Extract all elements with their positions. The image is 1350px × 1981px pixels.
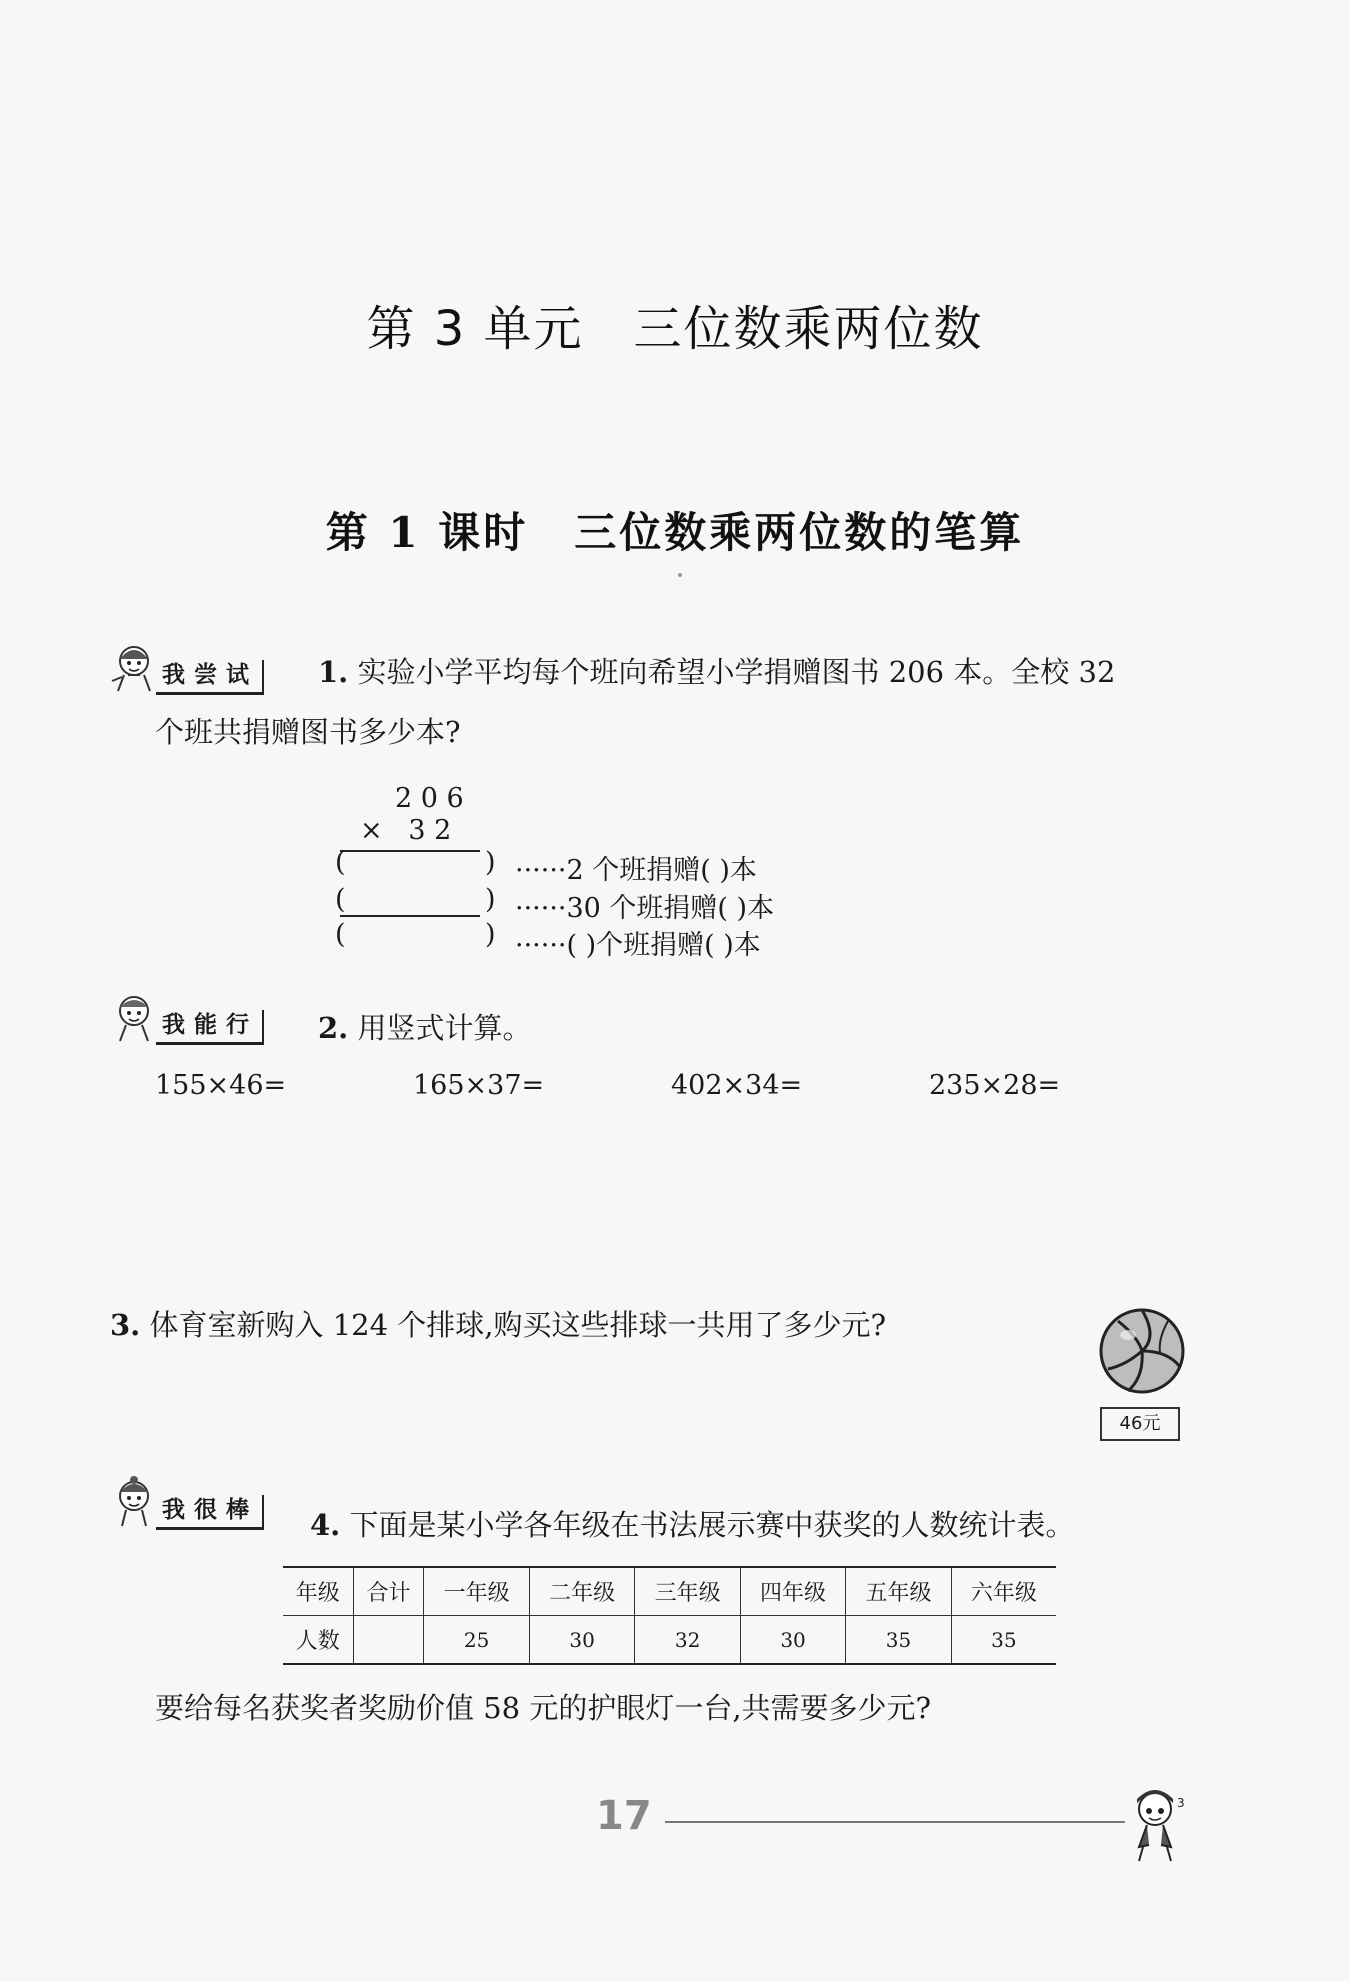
svg-text:3: 3 bbox=[1177, 1796, 1185, 1810]
page-number: 17 bbox=[596, 1793, 652, 1839]
unit-title-prefix: 第 3 单元 bbox=[366, 301, 584, 357]
lesson-title bbox=[0, 500, 1350, 560]
table-cell: 30 bbox=[740, 1616, 845, 1665]
section-badge-can bbox=[110, 995, 264, 1045]
paren-open-3: ( bbox=[335, 919, 346, 950]
q3-line bbox=[110, 1305, 886, 1345]
volleyball-icon bbox=[1098, 1307, 1186, 1395]
paren-close-1: ) bbox=[485, 847, 496, 878]
decorative-dot bbox=[678, 573, 682, 577]
table-cell: 30 bbox=[529, 1616, 634, 1665]
table-header-cell: 四年级 bbox=[740, 1567, 845, 1616]
section-badge-great bbox=[110, 1480, 264, 1530]
q3-text: 体育室新购入 124 个排球,购买这些排球一共用了多少元? bbox=[149, 1308, 887, 1342]
q1-line1 bbox=[318, 652, 1115, 692]
table-cell: 25 bbox=[424, 1616, 529, 1665]
footer-rule bbox=[665, 1821, 1125, 1823]
table-cell: 人数 bbox=[283, 1616, 353, 1665]
table-header-cell: 年级 bbox=[283, 1567, 353, 1616]
section-label-great: 我很棒 bbox=[156, 1495, 264, 1530]
q2-expr-4: 235×28= bbox=[929, 1070, 1061, 1101]
q1-text-line2: 个班共捐赠图书多少本? bbox=[155, 715, 461, 749]
unit-title-name: 三位数乘两位数 bbox=[633, 301, 984, 357]
q2-expr-3: 402×34= bbox=[671, 1070, 803, 1101]
volleyball-price-tag: 46元 bbox=[1100, 1407, 1180, 1441]
table-cell: 35 bbox=[951, 1616, 1056, 1665]
q1-text-line1: 实验小学平均每个班向希望小学捐赠图书 206 本。全校 32 bbox=[357, 655, 1116, 689]
section-label-try: 我尝试 bbox=[156, 660, 264, 695]
q2-expr-1: 155×46= bbox=[155, 1070, 287, 1101]
section-label-can: 我能行 bbox=[156, 1010, 264, 1045]
section-badge-try bbox=[110, 645, 264, 695]
paren-close-2: ) bbox=[485, 884, 496, 915]
q1-step2: ······30 个班捐赠( )本 bbox=[515, 893, 775, 924]
q4-text: 下面是某小学各年级在书法展示赛中获奖的人数统计表。 bbox=[349, 1508, 1075, 1542]
q1-step1: ······2 个班捐赠( )本 bbox=[515, 855, 757, 886]
paren-close-3: ) bbox=[485, 919, 496, 950]
table-header-cell: 二年级 bbox=[529, 1567, 634, 1616]
table-header-cell: 六年级 bbox=[951, 1567, 1056, 1616]
lesson-title-prefix: 第 1 课时 bbox=[325, 508, 529, 557]
table-cell-total bbox=[353, 1616, 424, 1665]
award-stats-table bbox=[283, 1566, 1056, 1665]
table-header-cell: 一年级 bbox=[424, 1567, 529, 1616]
table-header-row bbox=[283, 1567, 1056, 1616]
q2-text: 用竖式计算。 bbox=[357, 1011, 532, 1045]
table-cell: 32 bbox=[635, 1616, 740, 1665]
table-header-cell: 合计 bbox=[353, 1567, 424, 1616]
calc-rule-1 bbox=[340, 850, 480, 852]
q4-number: 4. bbox=[310, 1508, 341, 1542]
table-header-cell: 三年级 bbox=[635, 1567, 740, 1616]
q2-number: 2. bbox=[318, 1011, 349, 1045]
calc-multiplicand: 2 0 6 bbox=[395, 783, 464, 814]
calc-rule-2 bbox=[340, 915, 480, 917]
unit-title bbox=[0, 290, 1350, 359]
boy-mascot-icon bbox=[1125, 1785, 1191, 1865]
calc-multiplier: × 3 2 bbox=[360, 815, 452, 846]
q4-line bbox=[310, 1505, 1075, 1545]
q2-expr-2: 165×37= bbox=[413, 1070, 545, 1101]
q2-line bbox=[318, 1008, 532, 1048]
q1-number: 1. bbox=[318, 655, 349, 689]
paren-open-2: ( bbox=[335, 884, 346, 915]
lesson-title-name: 三位数乘两位数的笔算 bbox=[574, 508, 1025, 557]
q4-question: 要给每名获奖者奖励价值 58 元的护眼灯一台,共需要多少元? bbox=[155, 1691, 932, 1725]
q1-step3: ······( )个班捐赠( )本 bbox=[515, 930, 761, 961]
table-row bbox=[283, 1616, 1056, 1665]
q3-number: 3. bbox=[110, 1308, 141, 1342]
table-header-cell: 五年级 bbox=[846, 1567, 951, 1616]
paren-open-1: ( bbox=[335, 847, 346, 878]
table-cell: 35 bbox=[846, 1616, 951, 1665]
